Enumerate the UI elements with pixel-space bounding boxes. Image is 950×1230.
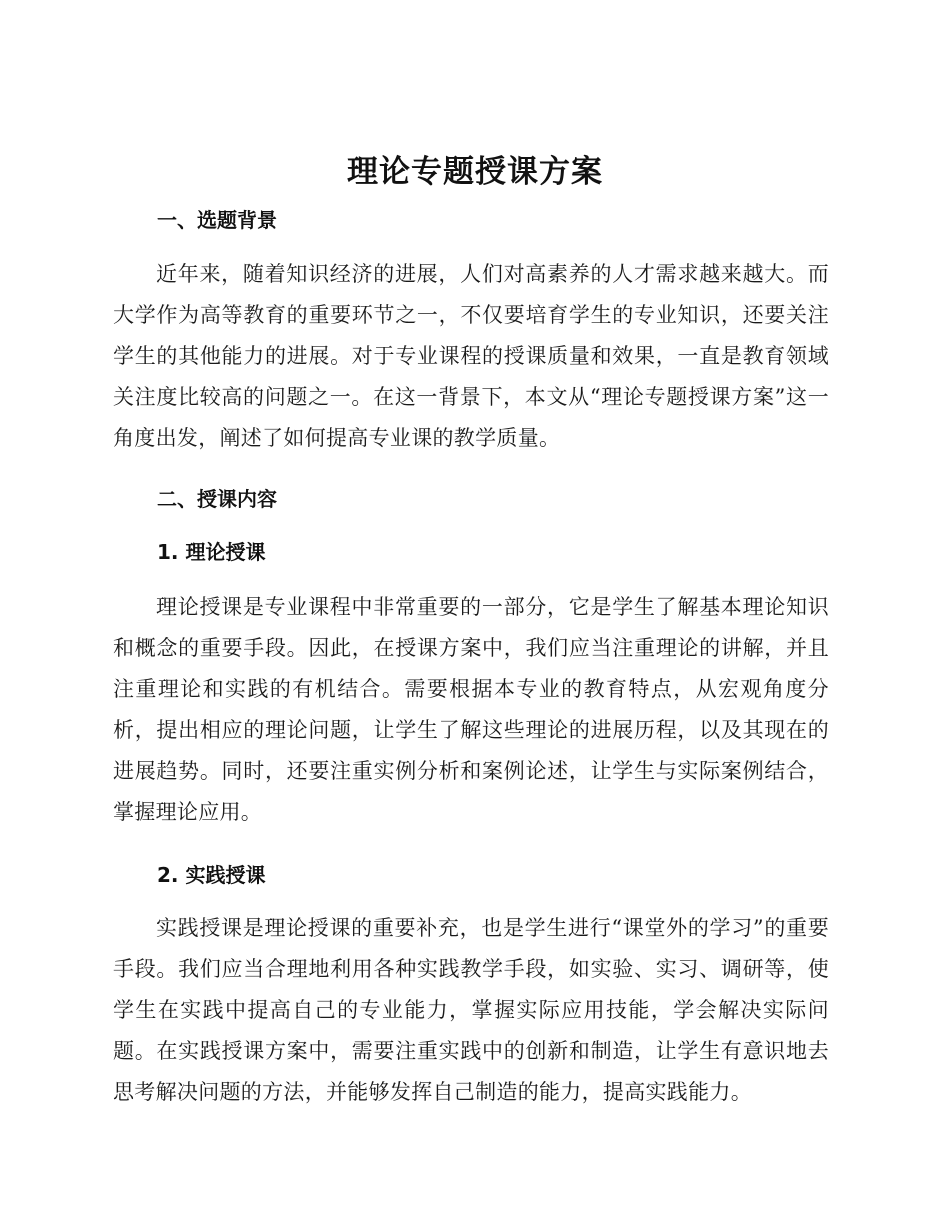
paragraph-theory: 理论授课是专业课程中非常重要的一部分，它是学生了解基本理论知识和概念的重要手段。因此，在授课方案中，我们应当注重理论的讲解，并且注重理论和实践的有机结合。需要根据本专业的教育特点，从宏观角度分析，提出相应的理论问题，让学生了解这些理论的进展历程，以及其现在的进展趋势。同时，还要注重实例分析和案例论述，让学生与实际案例结合，掌握理论应用。 — [113, 595, 829, 824]
paragraph-background: 近年来，随着知识经济的进展，人们对高素养的人才需求越来越大。而大学作为高等教育的重要环节之一，不仅要培育学生的专业知识，还要关注学生的其他能力的进展。对于专业课程的授课质量和效果，一直是教育领域关注度比较高的问题之一。在这一背景下，本文从“理论专题授课方案”这一角度出发，阐述了如何提高专业课的教学质量。 — [113, 262, 829, 450]
section-heading-background: 一、选题背景 — [157, 208, 277, 232]
page-title: 理论专题授课方案 — [347, 154, 603, 190]
section-heading-content: 二、授课内容 — [157, 487, 277, 511]
subsection-heading-theory: 1. 理论授课 — [157, 540, 266, 564]
paragraph-practice: 实践授课是理论授课的重要补充，也是学生进行“课堂外的学习”的重要手段。我们应当合理地利用各种实践教学手段，如实验、实习、调研等，使学生在实践中提高自己的专业能力，掌握实际应用技能，学会解决实际问题。在实践授课方案中，需要注重实践中的创新和制造，让学生有意识地去思考解决问题的方法，并能够发挥自己制造的能力，提高实践能力。 — [113, 916, 829, 1104]
subsection-heading-practice: 2. 实践授课 — [157, 863, 266, 887]
